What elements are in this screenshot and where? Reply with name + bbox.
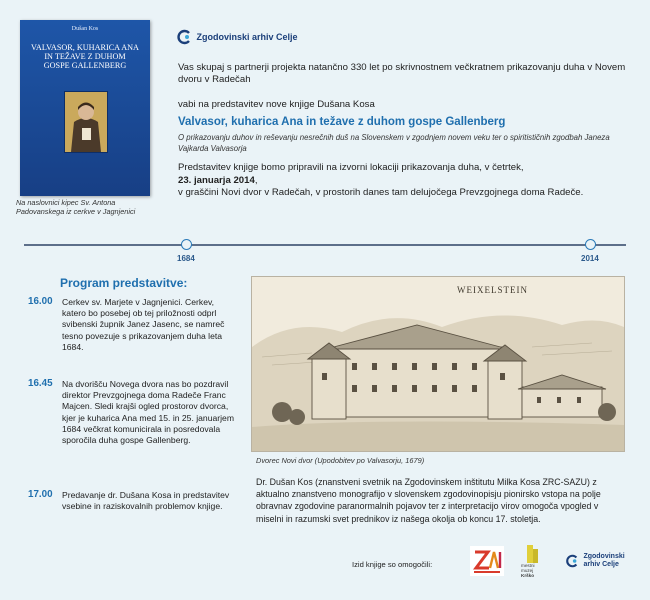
program-title: Program predstavitve: xyxy=(60,276,188,290)
archive-logo xyxy=(176,28,297,46)
intro-text: Vas skupaj s partnerji projekta natančno 330 let po skrivnostnem večkratnem prikazovanju duha v Novem dvoru v Radečah xyxy=(178,62,626,85)
sponsor-logo-text: mestni xyxy=(521,563,535,568)
archive-logo-icon xyxy=(565,554,579,568)
book-subtitle: O prikazovanju duhov in reševanju nesrečnih duš na Slovenskem v zgodnjem novem veku ter o spiritističnih zgodbah Janeza Vajkarda Valvasorja xyxy=(178,133,610,153)
presentation-text: Predstavitev knjige bomo pripravili na izvorni lokaciji prikazovanja duha, v četrtek, 23. januarja 2014, v graščini Novi dvor v Radečah, v prostorih danes tam delujočega Prevzgojnega doma Radeče. xyxy=(178,162,628,200)
sponsor-logo-line: arhiv Celje xyxy=(583,560,619,568)
presentation-line: v graščini Novi dvor v Radečah, v prostorih danes tam delujočega Prevzgojnega doma Radeče. xyxy=(178,187,584,198)
timeline-node-start xyxy=(181,239,192,250)
cover-author: Dušan Kos xyxy=(71,26,99,32)
invite-text: vabi na predstavitev nove knjige Dušana Kosa xyxy=(178,99,375,110)
author-bio: Dr. Dušan Kos (znanstveni svetnik na Zgodovinskem inštitutu Milka Kosa ZRC-SAZU) z aktualno znanstveno monografijo v slovenskem zgodovinopisju pionirsko vstopa na polje obravnav zgodovine paranormalnih pojavov ter z interpretacijo virov omogoča vpogled v miselni in razumski svet prednikov iz našega okolja ob koncu 17. stoletja. xyxy=(256,477,601,524)
presentation-date: 23. januarja 2014 xyxy=(178,174,255,186)
program-time: 17.00 xyxy=(28,489,53,500)
program-time: 16.45 xyxy=(28,378,53,389)
timeline-line xyxy=(24,244,626,246)
archive-logo-text: Zgodovinski arhiv Celje xyxy=(196,31,298,42)
presentation-line: Predstavitev knjige bomo pripravili na izvorni lokaciji prikazovanja duha, v četrtek, xyxy=(178,162,524,173)
book-cover xyxy=(20,20,150,196)
timeline-year-start: 1684 xyxy=(177,254,195,263)
book-title: Valvasor, kuharica Ana in težave z duhom gospe Gallenberg xyxy=(178,116,506,128)
timeline-node-end xyxy=(585,239,596,250)
sponsors-label: Izid knjige so omogočili: xyxy=(352,560,433,569)
sponsor-logo-text: muzej xyxy=(521,568,534,573)
cover-title-line: VALVASOR, KUHARICA ANA xyxy=(31,43,139,52)
sponsor-logo-zal xyxy=(470,546,504,576)
cover-title-line: GOSPE GALLENBERG xyxy=(43,61,127,70)
program-time: 16.00 xyxy=(28,296,53,307)
sponsor-logo-text: Krško xyxy=(521,573,535,578)
sponsor-logo-archive xyxy=(565,552,625,570)
sponsor-logo-muzej-krsko xyxy=(521,545,545,579)
timeline-year-end: 2014 xyxy=(581,254,599,263)
cover-statue-image xyxy=(64,91,108,153)
cover-caption: Na naslovnici kipec Sv. Antona Padovanskega iz cerkve v Jagnjenici xyxy=(16,198,136,216)
castle-engraving-image xyxy=(251,276,625,452)
engraving-label: WEIXELSTEIN xyxy=(457,285,528,295)
cover-title-line: IN TEŽAVE Z DUHOM xyxy=(44,52,126,61)
program-item-text: Predavanje dr. Dušana Kosa in predstavitev vsebine in raziskovalnih problemov knjige. xyxy=(62,490,230,512)
archive-logo-icon xyxy=(176,29,192,45)
cover-title xyxy=(26,43,144,70)
sponsor-logo-line: Zgodovinski xyxy=(583,552,625,560)
engraving-caption: Dvorec Novi dvor (Upodobitev po Valvasorju, 1679) xyxy=(256,456,425,465)
program-item-text: Na dvorišču Novega dvora nas bo pozdravil direktor Prevzgojnega doma Radeče Franc Majcen. Sledi krajši ogled prostorov dvorca, kjer je kuharica Ana med 15. in 25. januarjem 1684 večkrat komunicirala in posredovala sporočila duha gospe Gallenberg. xyxy=(62,379,234,446)
program-item-text: Cerkev sv. Marjete v Jagnjenici. Cerkev, katero bo posebej ob tej priložnosti odprl svibenski župnik Janez Jasenc, se namreč tesno povezuje s prikazovanjem duha leta 1684. xyxy=(62,297,225,352)
